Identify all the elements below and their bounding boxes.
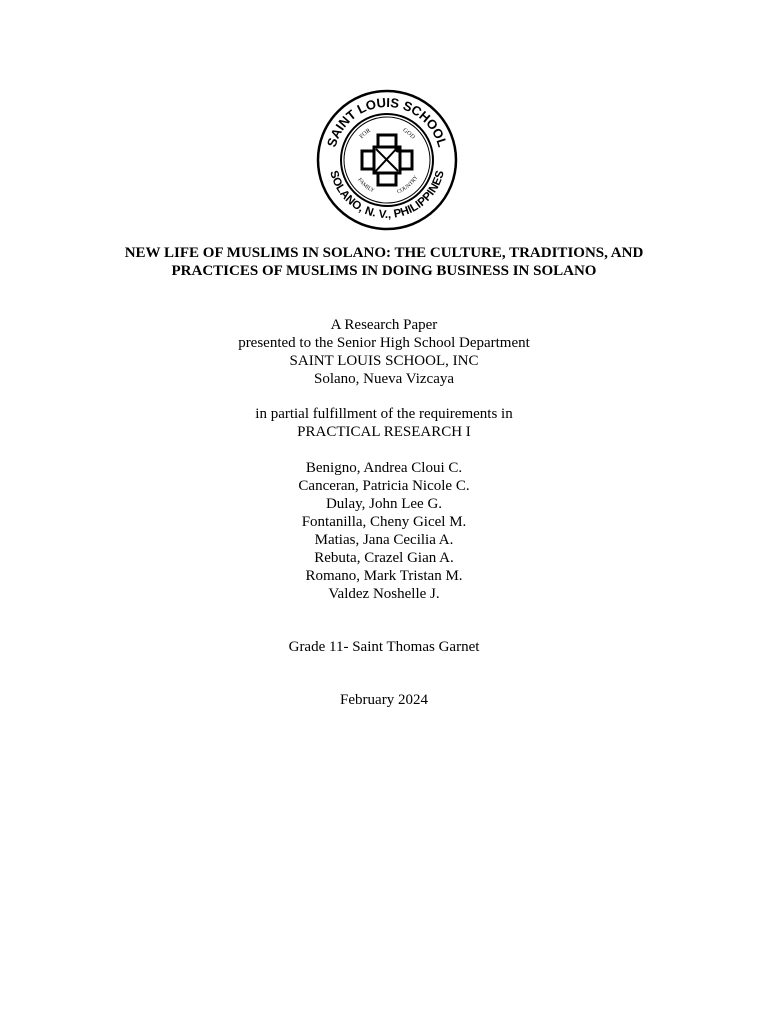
presentation-line: presented to the Senior High School Department bbox=[238, 335, 530, 351]
author-name: Romano, Mark Tristan M. bbox=[305, 568, 463, 584]
seal-motto-god: GOD bbox=[401, 127, 416, 141]
author-name: Fontanilla, Cheny Gicel M. bbox=[301, 514, 467, 530]
author-name: Matias, Jana Cecilia A. bbox=[314, 532, 454, 548]
authors-list bbox=[40, 459, 728, 603]
date-line: February 2024 bbox=[340, 692, 428, 708]
author-name: Valdez Noshelle J. bbox=[328, 586, 440, 602]
presentation-line: SAINT LOUIS SCHOOL, INC bbox=[289, 353, 479, 369]
seal-motto-family: FAMILY bbox=[356, 177, 376, 195]
title-line-2: PRACTICES OF MUSLIMS IN DOING BUSINESS IN SOLANO bbox=[171, 263, 597, 279]
author-name: Rebuta, Crazel Gian A. bbox=[314, 550, 454, 566]
fulfillment-line: PRACTICAL RESEARCH I bbox=[297, 424, 471, 440]
fulfillment-line: in partial fulfillment of the requirements in bbox=[255, 406, 513, 422]
seal-top-text: SAINT LOUIS SCHOOL bbox=[323, 94, 451, 149]
paper-title bbox=[40, 244, 728, 280]
school-seal-logo bbox=[316, 89, 458, 231]
seal-motto-for: FOR bbox=[358, 127, 372, 141]
author-name: Benigno, Andrea Cloui C. bbox=[305, 460, 463, 476]
grade-section: Grade 11- Saint Thomas Garnet bbox=[288, 639, 480, 655]
svg-text:SAINT LOUIS SCHOOL bbox=[324, 95, 450, 149]
author-name: Dulay, John Lee G. bbox=[325, 496, 443, 512]
svg-text:FAMILY bbox=[356, 177, 375, 194]
seal-motto-country: COUNTRY bbox=[396, 174, 420, 196]
presentation-block bbox=[40, 316, 728, 388]
presentation-line: Solano, Nueva Vizcaya bbox=[313, 371, 455, 387]
svg-text:GOD bbox=[402, 127, 416, 141]
svg-text:FOR bbox=[359, 128, 372, 140]
fulfillment-block bbox=[40, 405, 728, 441]
author-name: Canceran, Patricia Nicole C. bbox=[298, 478, 470, 494]
presentation-line: A Research Paper bbox=[330, 317, 438, 333]
seal-bottom-text: SOLANO, N. V., PHILIPPINES bbox=[327, 169, 447, 222]
title-line-1: NEW LIFE OF MUSLIMS IN SOLANO: THE CULTURE, TRADITIONS, AND bbox=[124, 245, 644, 261]
